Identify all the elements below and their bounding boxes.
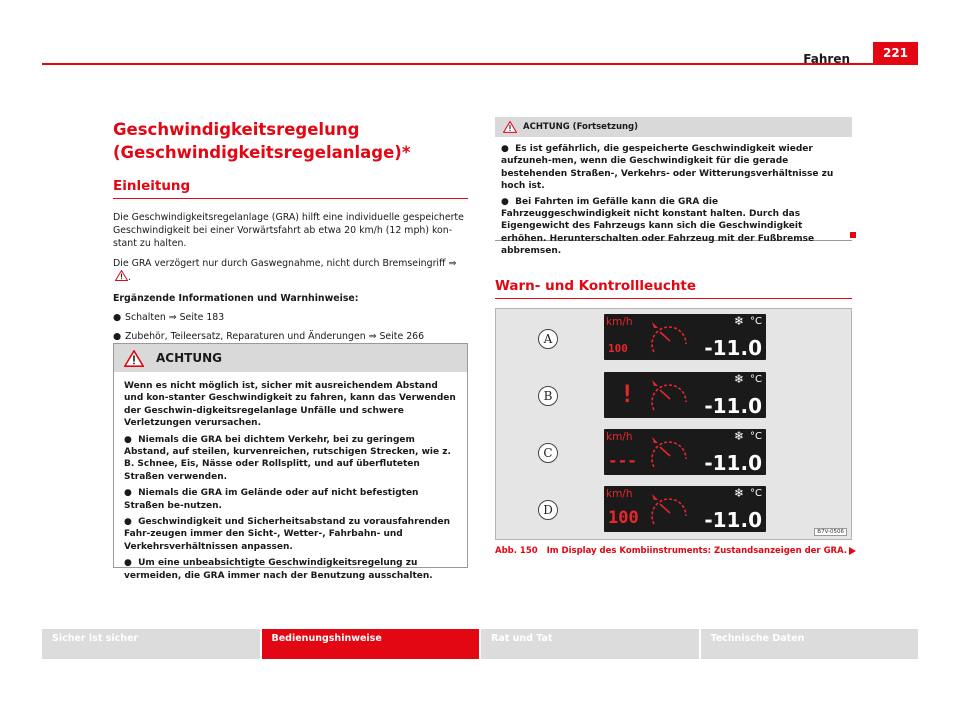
warning-item-text: Niemals die GRA im Gelände oder auf nicht befestigten Straßen be-nutzen. [124,488,419,511]
warning-continued-header [495,117,852,137]
figure-caption [495,546,847,556]
warning-body [114,372,467,582]
warning-item: ● Geschwindigkeit und Sicherheitsabstand zu vorausfahrenden Fahr-zeugen immer den Sicht-, Wetter-, Fahrbahn- und Verkehrsverhältnissen anpassen. [124,517,450,552]
warning-item: ● Niemals die GRA bei dichtem Verkehr, bei zu geringem Abstand, auf steilen, kurvenreichen, rutschigen Strecken, wie z. B. Schnee, Eis, Nässe oder Rollsplitt, und auf überfluteten Straßen verwenden. [124,434,451,482]
list-item-text: Schalten ⇒ Seite 183 [125,312,225,323]
main-title-line-2: (Geschwindigkeitsregelanlage)* [113,143,411,162]
display-degree: °C [750,316,762,327]
warning-intro: Wenn es nicht möglich ist, sicher mit ausreichendem Abstand und kon-stanter Geschwindigkeit zu fahren, kann das Verwenden der Geschwin-digkeitsregelanlage Unfälle und schwere Verletzungen verursachen. [124,381,456,429]
snowflake-icon: ❄ [733,314,744,328]
bullet-dot: ● [113,312,122,323]
display-b [604,372,766,418]
display-speed: 100 [608,342,628,355]
gra-paragraph [113,257,468,284]
display-a [604,314,766,360]
gra-paragraph-text: Die GRA verzögert nur durch Gaswegnahme, nicht durch Bremseingriff ⇒ [113,258,457,269]
list-item[interactable] [113,330,468,343]
main-title-line-1: Geschwindigkeitsregelung [113,120,360,139]
footer-tab-bedienungshinweise[interactable]: Bedienungshinweise [262,629,480,659]
display-label-b: B [538,386,558,406]
subheading-einleitung: Einleitung [113,178,468,199]
warning-triangle-icon [503,121,517,133]
warning-header [114,344,467,372]
display-label-a: A [538,329,558,349]
footer-tab-sicher-ist-sicher[interactable]: Sicher ist sicher [42,629,260,659]
subheading-warn-kontrollleuchte: Warn- und Kontrollleuchte [495,278,852,299]
figure-code: B7V-0506 [814,528,847,536]
snowflake-icon: ❄ [733,429,744,443]
footer-tab-technische-daten[interactable]: Technische Daten [701,629,919,659]
warning-triangle-icon [124,350,144,367]
warning-item-text: Es ist gefährlich, die gespeicherte Geschwindigkeit wieder aufzuneh-men, wenn die Geschwindigkeit für die gerade bestehenden Straßen-, Verkehrs- oder Witterungsverhältnisse zu hoch ist. [501,144,834,192]
left-column [113,118,468,343]
warning-triangle-icon[interactable] [115,270,128,281]
warning-continued-body [495,137,852,258]
warning-item: ● Um eine unbeabsichtigte Geschwindigkeitsregelung zu vermeiden, die GRA immer nach der Benutzung ausschalten. [124,558,433,581]
snowflake-icon: ❄ [733,486,744,500]
warning-item-text: Geschwindigkeit und Sicherheitsabstand zu vorausfahrenden Fahr-zeugen immer den Sicht-, Wetter-, Fahrbahn- und Verkehrsverhältnissen anpassen. [124,517,450,552]
intro-paragraph: Die Geschwindigkeitsregelanlage (GRA) hilft eine individuelle gespeicherte Geschwindigkeit bei einer Vorwärtsfahrt ab etwa 20 km/h (12 mph) kon-stant zu halten. [113,212,464,249]
list-item-text: Zubehör, Teileersatz, Reparaturen und Änderungen ⇒ Seite 266 [125,331,425,342]
warning-item-text: Um eine unbeabsichtigte Geschwindigkeitsregelung zu vermeiden, die GRA immer nach der Benutzung ausschalten. [124,558,433,581]
footer-tab-rat-und-tat[interactable]: Rat und Tat [481,629,699,659]
figure-gra-displays [495,308,852,540]
warning-title: ACHTUNG [156,351,222,365]
display-degree: °C [750,431,762,442]
display-speed: --- [608,451,637,470]
page-number: 221 [873,42,918,65]
display-label-c: C [538,443,558,463]
caption-number: Abb. 150 [495,546,538,556]
display-temperature: -11.0 [704,451,762,475]
info-heading: Ergänzende Informationen und Warnhinweise: [113,293,359,304]
display-speed: 100 [608,508,639,528]
display-label-d: D [538,500,558,520]
display-c [604,429,766,475]
list-item[interactable] [113,311,468,324]
footer-nav [42,629,918,659]
display-degree: °C [750,374,762,385]
display-temperature: -11.0 [704,394,762,418]
bullet-dot: ● [113,331,122,342]
display-temperature: -11.0 [704,508,762,532]
section-end-marker [850,232,856,238]
warning-continued-box [495,117,852,257]
warning-box [113,343,468,581]
warning-continued-title: ACHTUNG (Fortsetzung) [523,122,639,132]
warning-item: ● Es ist gefährlich, die gespeicherte Geschwindigkeit wieder aufzuneh-men, wenn die Geschwindigkeit für die gerade bestehenden Straßen-, Verkehrs- oder Witterungsverhältnisse zu hoch ist. [501,144,834,192]
warning-item: ● Niemals die GRA im Gelände oder auf nicht befestigten Straßen be-nutzen. [124,488,419,511]
next-page-arrow-icon[interactable] [849,547,856,555]
display-temperature: -11.0 [704,336,762,360]
main-title [113,118,468,164]
warning-item-text: Niemals die GRA bei dichtem Verkehr, bei zu geringem Abstand, auf steilen, kurvenreichen, rutschigen Strecken, wie z. B. Schnee, Eis, Nässe oder Rollsplitt, und auf überfluteten Straßen verwenden. [124,434,451,482]
header-rule [42,63,918,65]
display-unit: km/h [606,431,633,443]
section-name: Fahren [803,52,850,66]
caption-text: Im Display des Kombiinstruments: Zustandsanzeigen der GRA. [546,546,848,556]
gra-paragraph-end: . [128,272,131,283]
display-speed: ! [620,380,635,408]
snowflake-icon: ❄ [733,372,744,386]
display-unit: km/h [606,316,633,328]
warning-item-text: Bei Fahrten im Gefälle kann die GRA die Fahrzeuggeschwindigkeit nicht konstant halten. Durch das Eigengewicht des Fahrzeugs kann sich die Geschwindigkeit erhöhen. Herunterschalten oder Fahrzeug mit der Fußbremse abbremsen. [501,196,815,257]
warning-item: ● Bei Fahrten im Gefälle kann die GRA die Fahrzeuggeschwindigkeit nicht konstant halten. Durch das Eigengewicht des Fahrzeugs kann sich die Geschwindigkeit erhöhen. Herunterschalten oder Fahrzeug mit der Fußbremse abbremsen. [501,196,815,257]
display-unit: km/h [606,488,633,500]
display-d [604,486,766,532]
display-degree: °C [750,488,762,499]
